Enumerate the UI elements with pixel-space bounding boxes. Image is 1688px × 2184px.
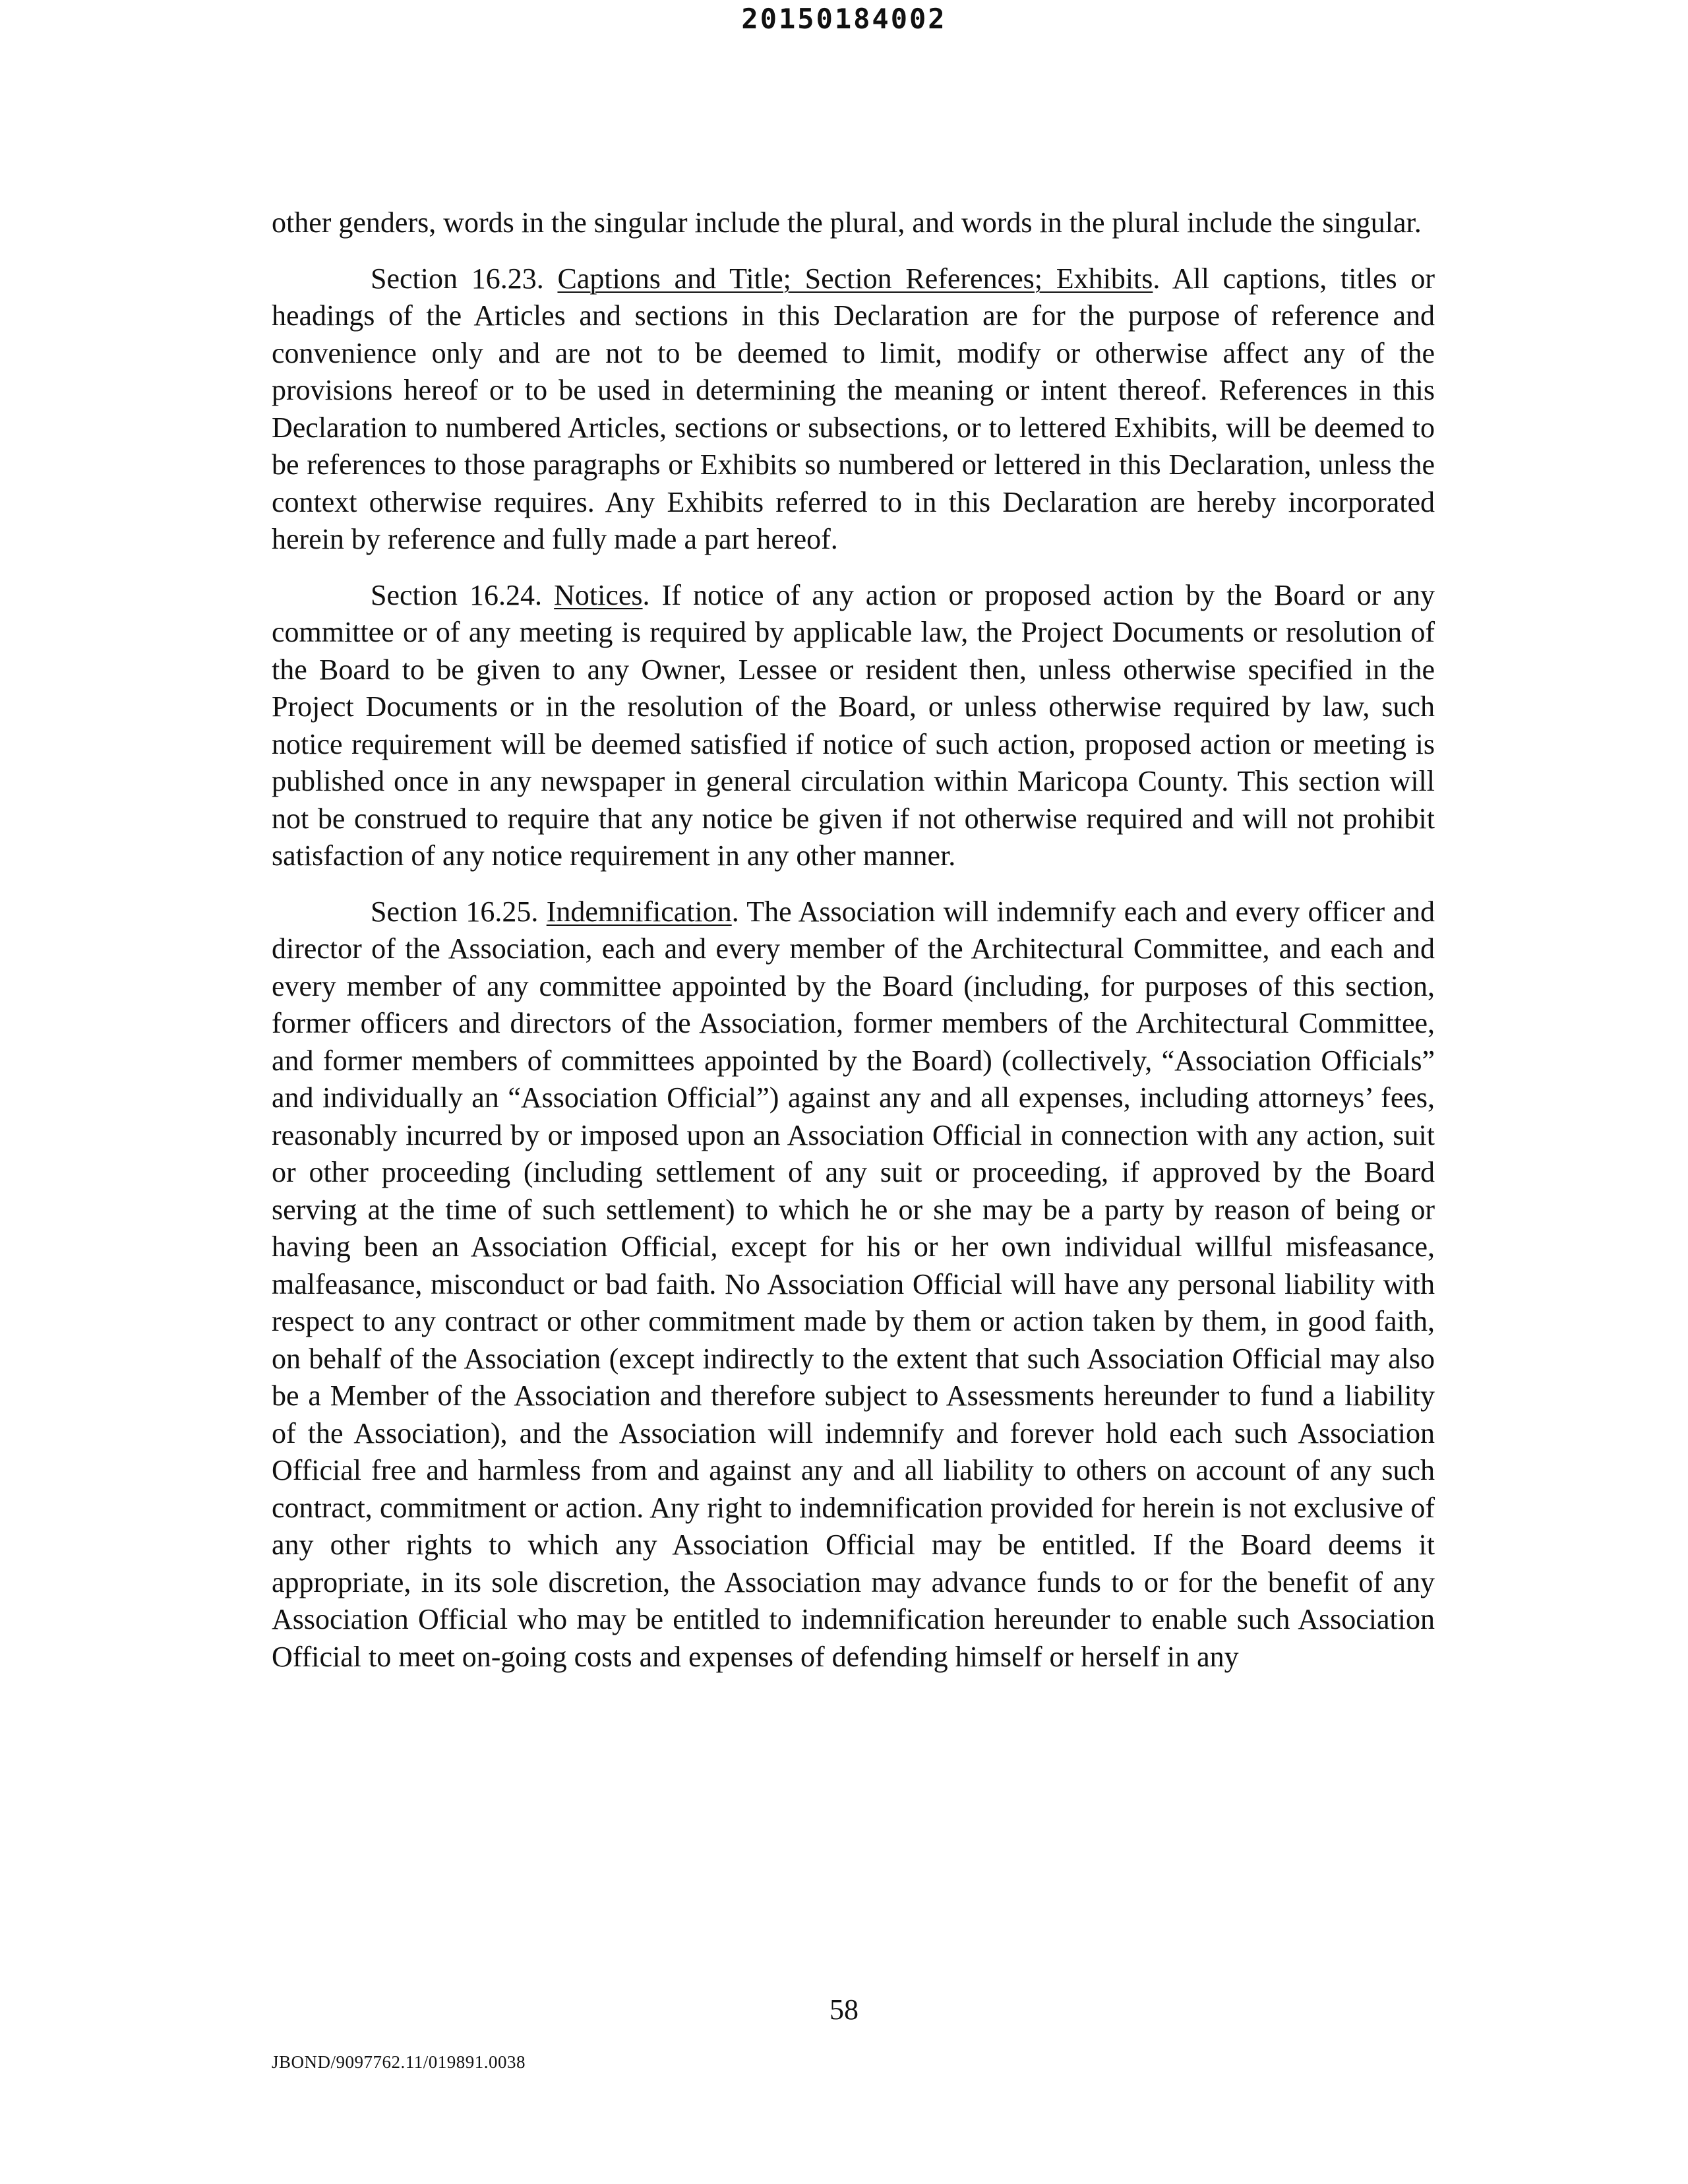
section-number: Section 16.23. bbox=[371, 262, 544, 295]
section-title: Notices bbox=[554, 578, 643, 611]
section-text: . The Association will indemnify each and every officer and director of the Association, each and every member of the Architectural Committee, and each and every member of any committee appointed by the Board (including, for purposes of this section, former officers and directors of the Association, former members of the Architectural Committee, and former members of committees appointed by the Board) (collectively, “Association Officials” and individually an “Association Official”) against any and all expenses, including attorneys’ fees, reasonably incurred by or imposed upon an Association Official in connection with any action, suit or other proceeding (including settlement of any suit or proceeding, if approved by the Board serving at the time of such settlement) to which he or she may be a party by reason of being or having been an Association Official, except for his or her own individual willful misfeasance, malfeasance, misconduct or bad faith. No Association Official will have any personal liability with respect to any contract or other commitment made by them or action taken by them, in good faith, on behalf of the Association (except indirectly to the extent that such Association Official may also be a Member of the Association and therefore subject to Assessments hereunder to fund a liability of the Association), and the Association will indemnify and forever hold each such Association Official free and harmless from and against any and all liability to others on account of any such contract, commitment or action. Any right to indemnification provided for herein is not exclusive of any other rights to which any Association Official may be entitled. If the Board deems it appropriate, in its sole discretion, the Association may advance funds to or for the benefit of any Association Official who may be entitled to indemnification hereunder to enable such Association Official to meet on-going costs and expenses of defending himself or herself in any bbox=[272, 895, 1435, 1673]
section-number: Section 16.24. bbox=[371, 578, 543, 611]
paragraph-text: other genders, words in the singular include the plural, and words in the plural include the singular. bbox=[272, 206, 1422, 239]
section-16-23 bbox=[272, 260, 1435, 559]
section-text: . If notice of any action or proposed action by the Board or any committee or of any meeting is required by applicable law, the Project Documents or resolution of the Board to be given to any Owner, Lessee or resident then, unless otherwise specified in the Project Documents or in the resolution of the Board, or unless otherwise required by law, such notice requirement will be deemed satisfied if notice of such action, proposed action or meeting is published once in any newspaper in general circulation within Maricopa County. This section will not be construed to require that any notice be given if not otherwise required and will not prohibit satisfaction of any notice requirement in any other manner. bbox=[272, 578, 1435, 872]
footer-reference: JBOND/9097762.11/019891.0038 bbox=[272, 2052, 526, 2072]
document-number: 20150184002 bbox=[741, 3, 947, 35]
section-text: . All captions, titles or headings of the Articles and sections in this Declaration are for the purpose of reference and convenience only and are not to be deemed to limit, modify or otherwise affect any of the provisions hereof or to be used in determining the meaning or intent thereof. References in this Declaration to numbered Articles, sections or subsections, or to lettered Exhibits, will be deemed to be references to those paragraphs or Exhibits so numbered or lettered in this Declaration, unless the context otherwise requires. Any Exhibits referred to in this Declaration are hereby incorporated herein by reference and fully made a part hereof. bbox=[272, 262, 1435, 555]
section-title: Captions and Title; Section References; Exhibits bbox=[557, 262, 1153, 295]
section-16-24 bbox=[272, 577, 1435, 875]
document-body bbox=[272, 204, 1435, 1694]
page-number: 58 bbox=[829, 1993, 859, 2026]
paragraph-continuation bbox=[272, 204, 1435, 242]
section-number: Section 16.25. bbox=[371, 895, 539, 928]
section-16-25 bbox=[272, 894, 1435, 1676]
section-title: Indemnification bbox=[546, 895, 732, 928]
